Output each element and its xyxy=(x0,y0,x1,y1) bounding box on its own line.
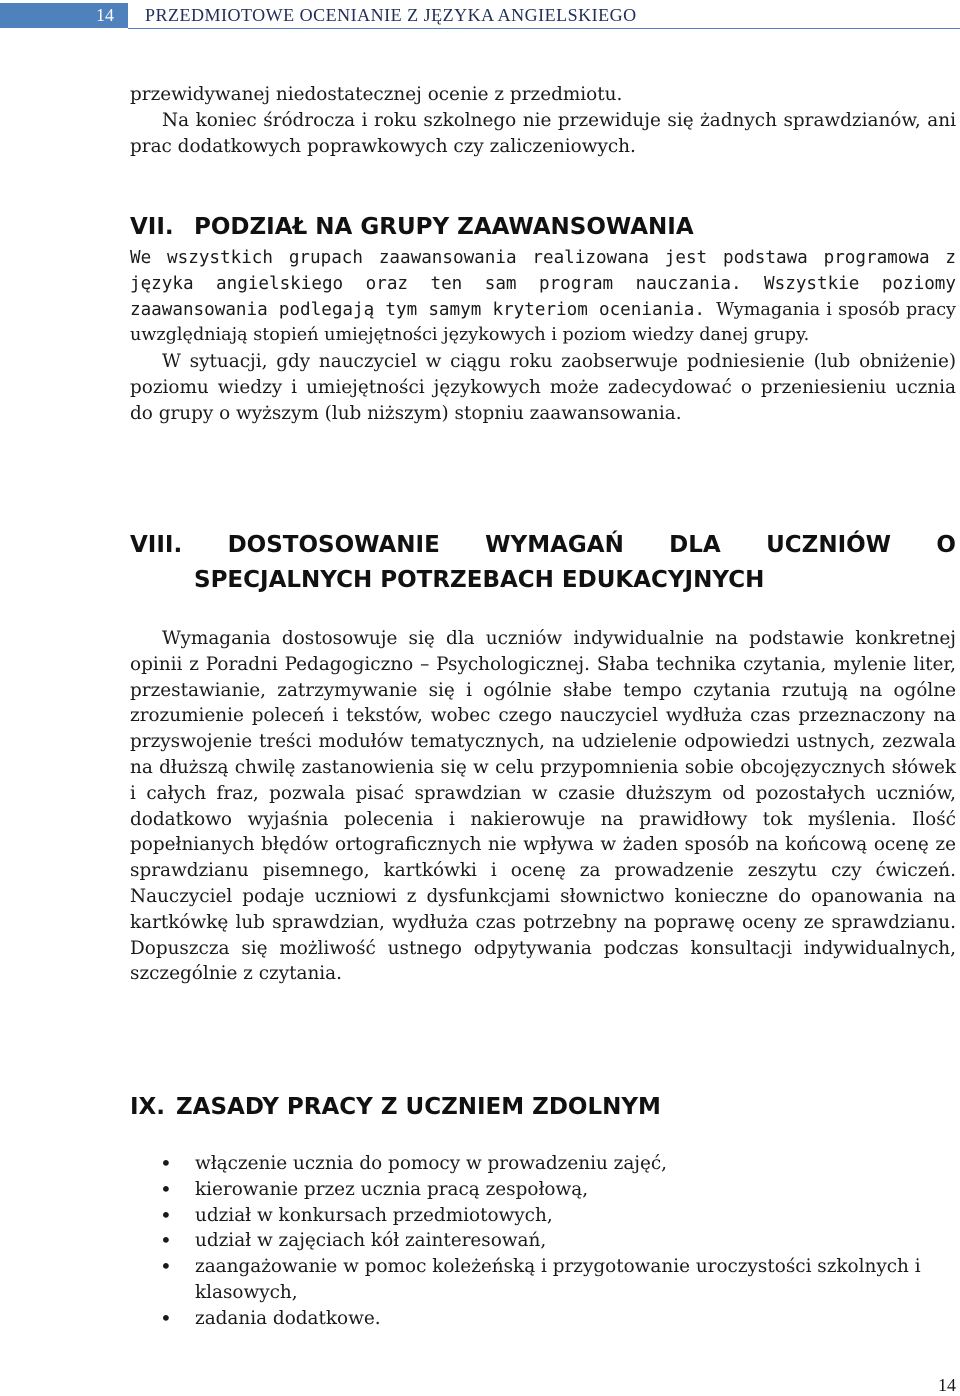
section-9-number: IX. xyxy=(130,1094,166,1120)
list-item: • zaangażowanie w pomoc koleżeńską i przygotowanie uroczystości szkolnych i klasowych, xyxy=(160,1254,940,1306)
list-item: • udział w zajęciach kół zainteresowań, xyxy=(160,1228,940,1254)
page-header xyxy=(0,0,960,32)
header-page-number-box xyxy=(0,3,128,28)
footer-page-number: 14 xyxy=(938,1375,956,1395)
list-item: • kierowanie przez ucznia pracą zespołową, xyxy=(160,1177,940,1203)
section-7-number: VII. xyxy=(130,214,174,240)
list-item: • zadania dodatkowe. xyxy=(160,1306,940,1332)
section-8-paragraph: Wymagania dostosowuje się dla uczniów indywidualnie na podstawie konkretnej opinii z Poradni Pedagogiczno – Psychologicznej. Słaba technika czytania, mylenie liter, przestawianie, zatrzymywanie się i ogólnie słabe tempo czytania rzutują na ogólne zrozumienie poleceń i tekstów, wobec czego nauczyciel wydłuża czas przeznaczony na przyswojenie treści modułów tematycznych, na udzielenie odpowiedzi ustnych, zezwala na dłuższą chwilę zastanowienia się w celu przypomnienia sobie obcojęzycznych słówek i całych fraz, pozwala pisać sprawdzian w czasie dłuższym od pozostałych uczniów, dodatkowo wyjaśnia polecenia i nakierowuje na prawidłowy tok myślenia. Ilość popełnianych błędów ortograficznych nie wpływa w żaden sposób na końcową ocenę ze sprawdzianu pisemnego, kartkówki i ocenę za prowadzenie zeszytu czy ćwiczeń. Nauczyciel podaje uczniowi z dysfunkcjami słownictwo konieczne do opanowania na kartkówkę lub sprawdzian, wydłuża czas potrzebny na poprawę oceny ze sprawdzianu. Dopuszcza się możliwość ustnego odpytywania podczas konsultacji indywidualnych, szczególnie z czytania. xyxy=(130,628,956,985)
section-7-body xyxy=(130,246,956,427)
section-8-heading-line-2: SPECJALNYCH POTRZEBACH EDUKACYJNYCH xyxy=(194,567,765,593)
section-8-word-5: O xyxy=(936,532,956,558)
section-7-paragraph-1-tail: Wymagania i sposób pracy uwzględniają stopień umiejętności językowych i poziom wiedzy danej grupy. xyxy=(130,299,956,346)
list-item: • włączenie ucznia do pomocy w prowadzeniu zajęć, xyxy=(160,1151,940,1177)
section-8-heading xyxy=(130,528,956,598)
section-9-title: ZASADY PRACY Z UCZNIEM ZDOLNYM xyxy=(176,1094,661,1120)
intro-block xyxy=(130,82,956,159)
section-8-heading-line-1 xyxy=(130,528,956,563)
section-7-heading xyxy=(130,210,956,245)
intro-paragraph-2: Na koniec śródrocza i roku szkolnego nie przewiduje się żadnych sprawdzianów, ani prac dodatkowych poprawkowych czy zaliczeniowych. xyxy=(130,109,956,157)
section-9-heading xyxy=(130,1090,956,1125)
section-8-word-4: UCZNIÓW xyxy=(766,532,892,558)
section-8-word-1: DOSTOSOWANIE xyxy=(227,532,440,558)
section-7-paragraph-2: W sytuacji, gdy nauczyciel w ciągu roku zaobserwuje podniesienie (lub obniżenie) poziomu wiedzy i umiejętności językowych może zadecydować o przeniesieniu ucznia do grupy o wyższym (lub niższym) stopniu zaawansowania. xyxy=(130,351,956,424)
section-7-title: PODZIAŁ NA GRUPY ZAAWANSOWANIA xyxy=(194,214,694,240)
header-title: PRZEDMIOTOWE OCENIANIE Z JĘZYKA ANGIELSKIEGO xyxy=(145,5,637,25)
section-8-word-3: DLA xyxy=(669,532,721,558)
intro-paragraph-1: przewidywanej niedostatecznej ocenie z przedmiotu. xyxy=(130,84,623,105)
section-7-paragraph-1 xyxy=(130,246,956,349)
list-item: • udział w konkursach przedmiotowych, xyxy=(160,1203,940,1229)
section-9-list xyxy=(160,1151,940,1332)
section-8-word-2: WYMAGAŃ xyxy=(485,532,624,558)
header-rule xyxy=(128,28,960,29)
section-8-body xyxy=(130,626,956,987)
section-7-paragraph-1-main: We wszystkich grupach zaawansowania realizowana jest podstawa programowa z języka angielskiego oraz ten sam program nauczania. Wszystkie poziomy zaawansowania podlegają tym samym kryteriom oceniania. xyxy=(130,248,956,320)
section-8-number: VIII. xyxy=(130,532,183,558)
header-page-number: 14 xyxy=(96,5,114,25)
